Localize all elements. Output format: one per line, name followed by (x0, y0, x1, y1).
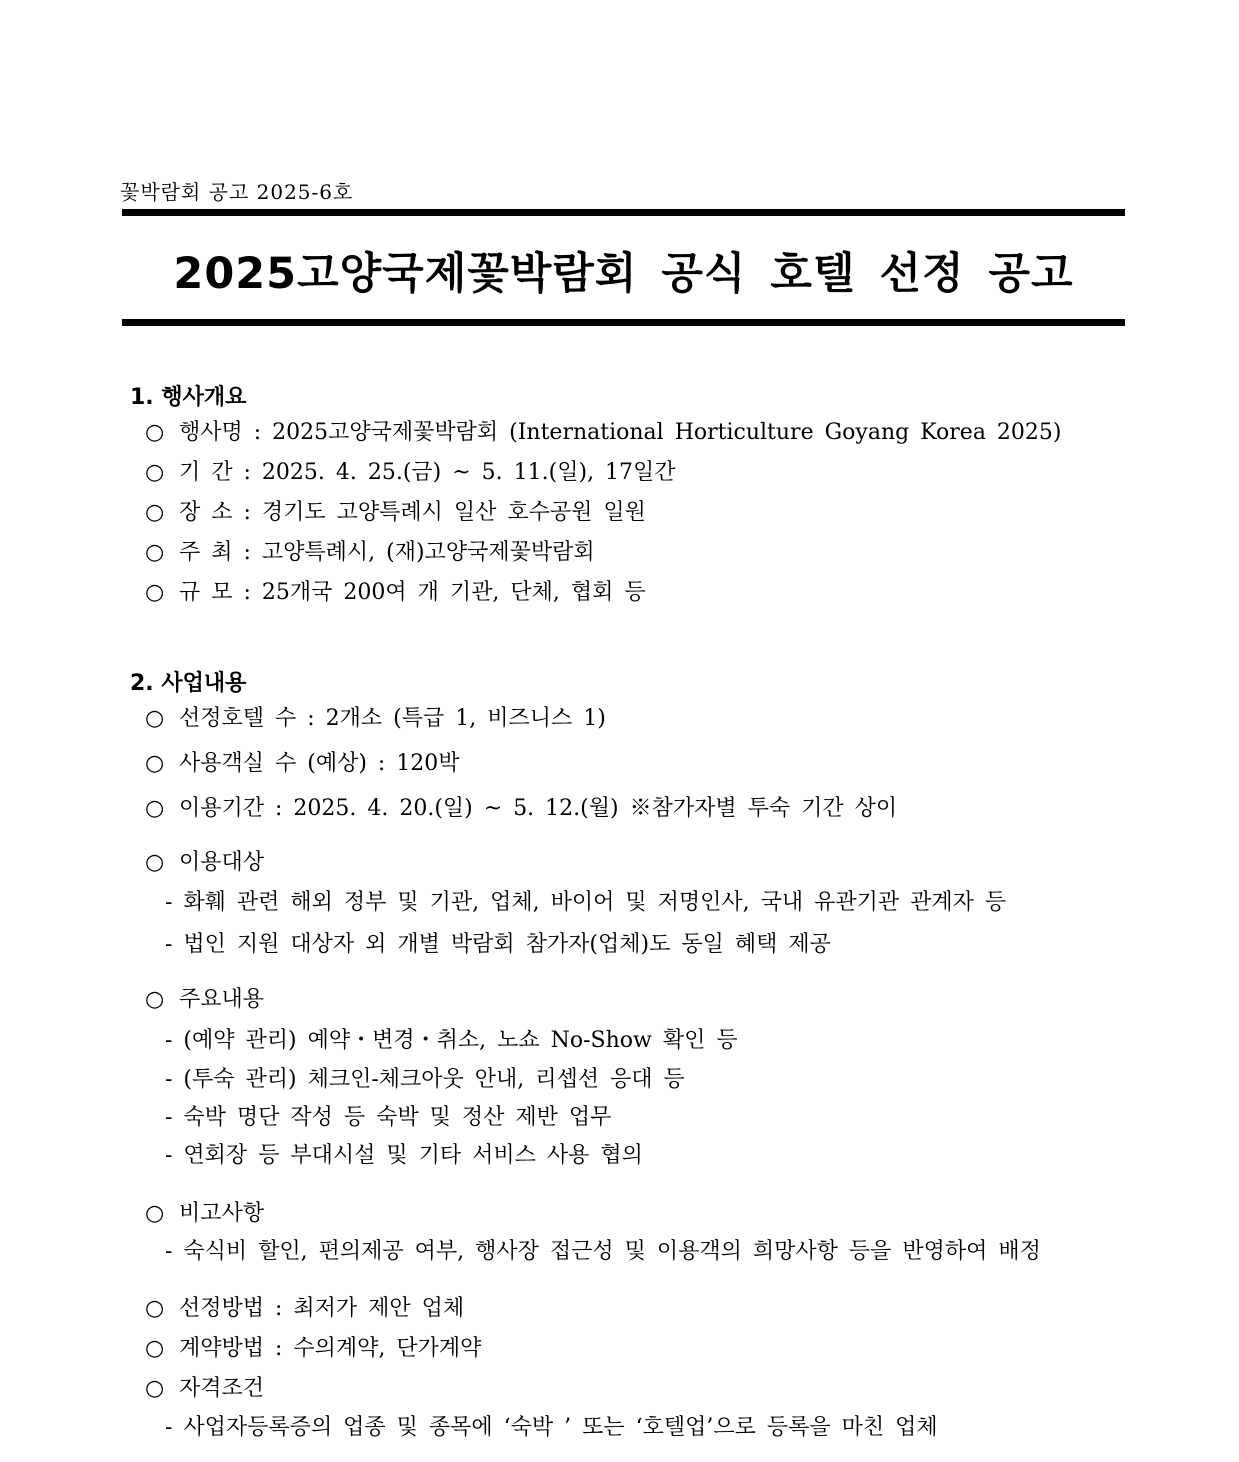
detail-line: - 숙식비 할인, 편의제공 여부, 행사장 접근성 및 이용객의 희망사항 등을 반영하여 배정 (165, 1239, 1041, 1264)
list-item: ○ 주요내용 (145, 987, 265, 1012)
list-item: ○ 규 모 : 25개국 200여 개 기관, 단체, 협회 등 (145, 580, 646, 605)
detail-line: - (예약 관리) 예약・변경・취소, 노쇼 No-Show 확인 등 (165, 1028, 738, 1053)
circle-bullet-icon: ○ (145, 420, 165, 445)
list-item: ○ 기 간 : 2025. 4. 25.(금) ~ 5. 11.(일), 17일간 (145, 460, 676, 485)
circle-bullet-icon: ○ (145, 580, 165, 605)
list-item: ○ 선정호텔 수 : 2개소 (특급 1, 비즈니스 1) (145, 706, 606, 731)
list-item: ○ 비고사항 (145, 1201, 265, 1226)
detail-line: - 숙박 명단 작성 등 숙박 및 정산 제반 업무 (165, 1105, 612, 1130)
circle-bullet-icon: ○ (145, 1336, 165, 1361)
page-title: 2025고양국제꽃박람회 공식 호텔 선정 공고 (173, 249, 1074, 299)
list-item: ○ 장 소 : 경기도 고양특례시 일산 호수공원 일원 (145, 500, 646, 525)
list-item: ○ 이용기간 : 2025. 4. 20.(일) ~ 5. 12.(월) ※참가자별 투숙 기간 상이 (145, 796, 898, 821)
list-item: ○ 자격조건 (145, 1376, 265, 1401)
detail-line: - (투숙 관리) 체크인-체크아웃 안내, 리셉션 응대 등 (165, 1067, 685, 1092)
notice-number: 꽃박람회 공고 2025-6호 (120, 180, 354, 204)
list-item: ○ 계약방법 : 수의계약, 단가계약 (145, 1336, 482, 1361)
list-item: ○ 선정방법 : 최저가 제안 업체 (145, 1296, 465, 1321)
circle-bullet-icon: ○ (145, 1376, 165, 1401)
detail-line: - 화훼 관련 해외 정부 및 기관, 업체, 바이어 및 저명인사, 국내 유관기관 관계자 등 (165, 890, 1007, 915)
detail-line: - 법인 지원 대상자 외 개별 박람회 참가자(업체)도 동일 혜택 제공 (165, 932, 831, 957)
circle-bullet-icon: ○ (145, 706, 165, 731)
title-bottom-rule (122, 319, 1125, 326)
circle-bullet-icon: ○ (145, 1296, 165, 1321)
list-item: ○ 주 최 : 고양특례시, (재)고양국제꽃박람회 (145, 540, 595, 565)
circle-bullet-icon: ○ (145, 500, 165, 525)
title-top-rule (122, 209, 1125, 216)
detail-line: - 사업자등록증의 업종 및 종목에 ‘숙박 ’ 또는 ‘호텔업’으로 등록을 마친 업체 (165, 1415, 938, 1440)
circle-bullet-icon: ○ (145, 1201, 165, 1226)
circle-bullet-icon: ○ (145, 751, 165, 776)
circle-bullet-icon: ○ (145, 850, 165, 875)
list-item: ○ 이용대상 (145, 850, 265, 875)
circle-bullet-icon: ○ (145, 796, 165, 821)
section2-heading: 2. 사업내용 (130, 671, 247, 696)
list-item: ○ 사용객실 수 (예상) : 120박 (145, 751, 460, 776)
list-item: ○ 행사명 : 2025고양국제꽃박람회 (International Horticulture Goyang Korea 2025) (145, 420, 1062, 445)
circle-bullet-icon: ○ (145, 987, 165, 1012)
detail-line: - 연회장 등 부대시설 및 기타 서비스 사용 협의 (165, 1143, 643, 1168)
section1-heading: 1. 행사개요 (130, 385, 247, 410)
circle-bullet-icon: ○ (145, 460, 165, 485)
circle-bullet-icon: ○ (145, 540, 165, 565)
